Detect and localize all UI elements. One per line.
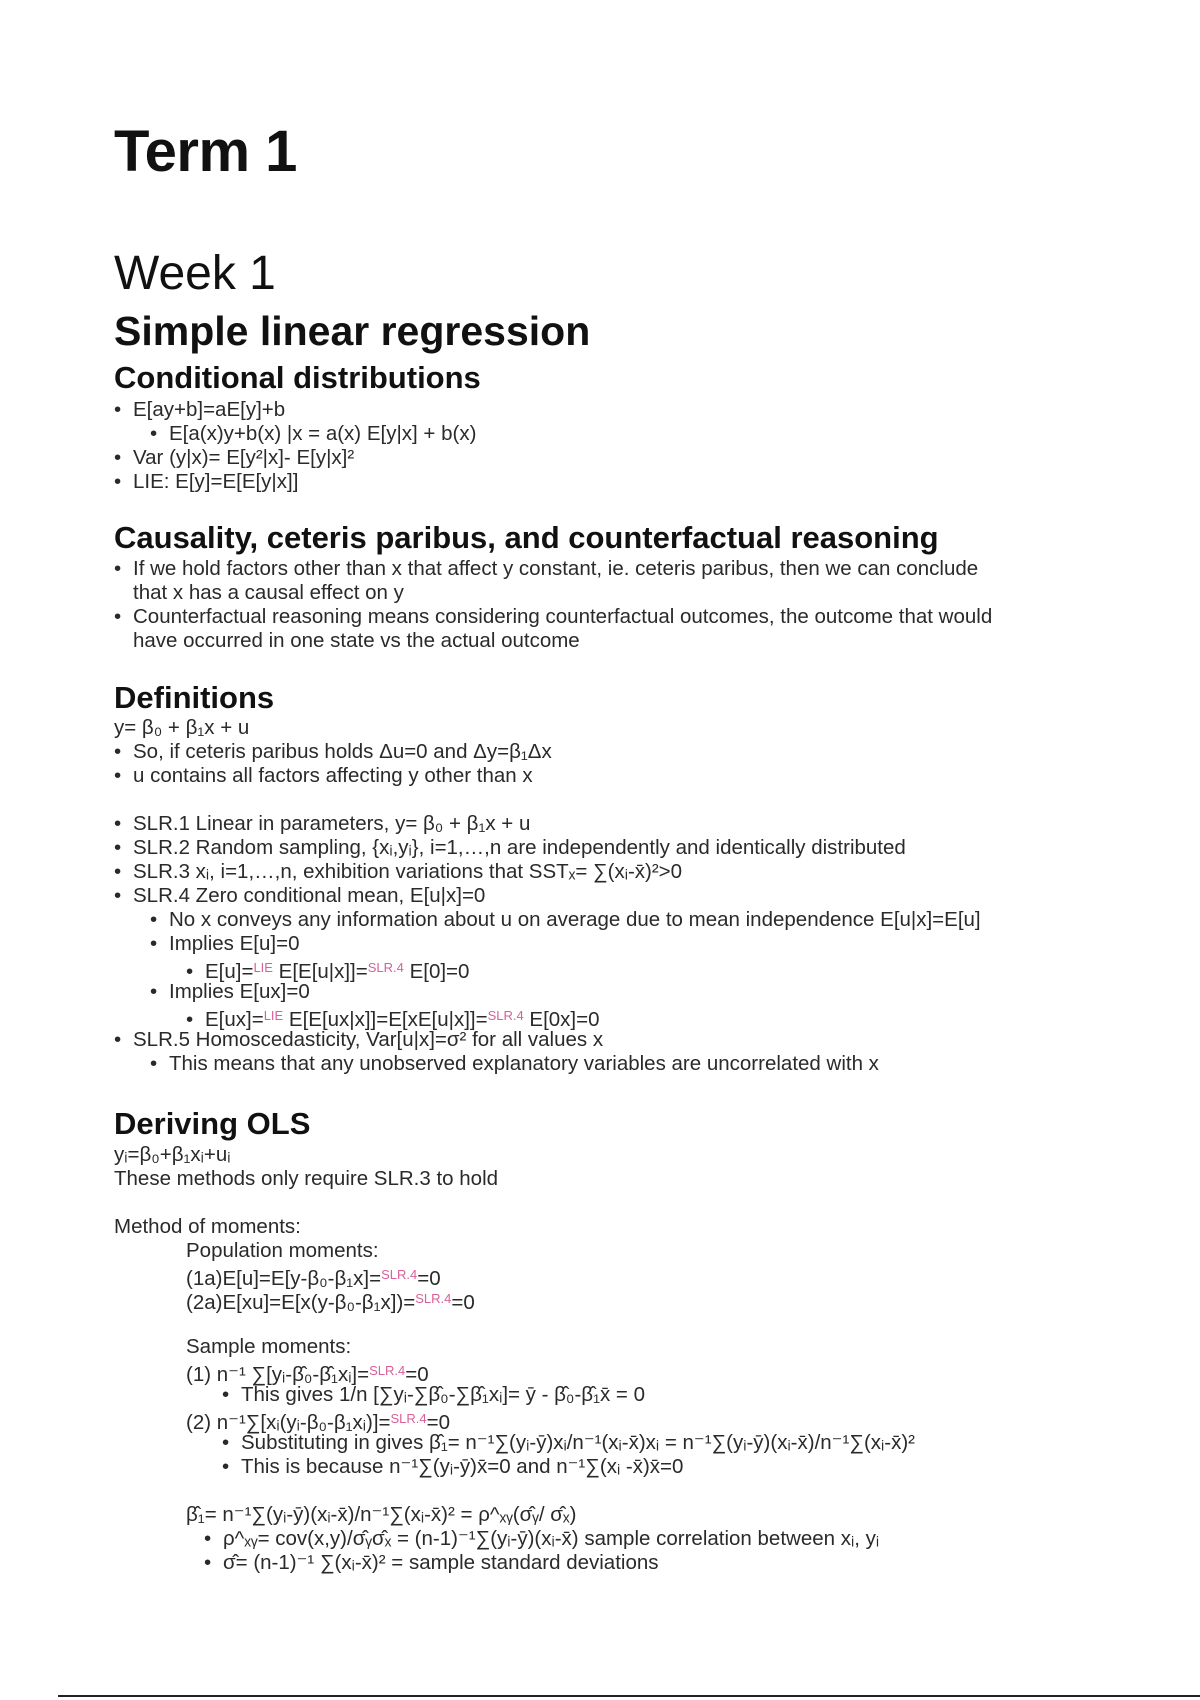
bullet-line: • σ̂= (n-1)⁻¹ ∑(xᵢ-x̄)² = sample standard deviations	[204, 1551, 659, 1574]
slr4-annotation: SLR.4	[487, 1008, 524, 1023]
heading-definitions: Definitions	[114, 680, 275, 715]
ols-note: These methods only require SLR.3 to hold	[114, 1167, 499, 1190]
bullet-line: • LIE: E[y]=E[E[y|x]]	[114, 470, 299, 493]
term-title: Term 1	[114, 119, 297, 184]
beta-estimator: β̂₁= n⁻¹∑(yᵢ-ȳ)(xᵢ-x̄)/n⁻¹∑(xᵢ-x̄)² = ρ^ₓᵧ(σ̂ᵧ/ σ̂ₓ)	[186, 1503, 577, 1526]
page-bottom-rule	[58, 1695, 1200, 1697]
population-moment-2: (2a)E[xu]=E[x(y-β₀-β₁x])=$^{SLR.4}$=0	[186, 1291, 475, 1314]
sample-moment-2: (2) n⁻¹∑[xᵢ(yᵢ-β₀-β₁xᵢ)]=$^{SLR.4}$=0	[186, 1411, 451, 1434]
slr4-annotation: SLR.4	[367, 960, 404, 975]
assumption-slr1: • SLR.1 Linear in parameters, y= β₀ + β₁x + u	[114, 812, 531, 835]
bullet-line: • This gives 1/n [∑yᵢ-∑β̂₀-∑β̂₁xᵢ]= ȳ - β̂₀-β̂₁x̄ = 0	[222, 1383, 645, 1406]
bullet-line: • No x conveys any information about u on average due to mean independence E[u|x]=E[u]	[150, 908, 981, 931]
bullet-line: • Counterfactual reasoning means considering counterfactual outcomes, the outcome that would	[114, 605, 993, 628]
bullet-line: • Substituting in gives β̂₁= n⁻¹∑(yᵢ-ȳ)xᵢ/n⁻¹(xᵢ-x̄)xᵢ = n⁻¹∑(yᵢ-ȳ)(xᵢ-x̄)/n⁻¹∑(xᵢ-x̄)²	[222, 1431, 915, 1454]
population-moment-1: (1a)E[u]=E[y-β₀-β₁x]=$^{SLR.4}$=0	[186, 1267, 441, 1290]
bullet-line: • E[ay+b]=aE[y]+b	[114, 398, 286, 421]
bullet-line: • Implies E[ux]=0	[150, 980, 310, 1003]
bullet-line: • Implies E[u]=0	[150, 932, 300, 955]
sample-moment-1: (1) n⁻¹ ∑[yᵢ-β̂₀-β̂₁xᵢ]=$^{SLR.4}$=0	[186, 1363, 429, 1386]
slr4-annotation: SLR.4	[381, 1267, 418, 1282]
ols-model: yᵢ=β₀+β₁xᵢ+uᵢ	[114, 1143, 231, 1166]
bullet-line: • E[ux]=$^{LIE}$ E[E[ux|x]]=E[xE[u|x]]=$^{SLR.4}$ E[0x]=0	[186, 1008, 600, 1031]
bullet-line: • u contains all factors affecting y other than x	[114, 764, 533, 787]
bullet-line: • Var (y|x)= E[y²|x]- E[y|x]²	[114, 446, 355, 469]
assumption-slr5: • SLR.5 Homoscedasticity, Var[u|x]=σ² for all values x	[114, 1028, 604, 1051]
slr4-annotation: SLR.4	[390, 1411, 427, 1426]
heading-deriving-ols: Deriving OLS	[114, 1106, 311, 1141]
bullet-line: • E[u]=$^{LIE}$ E[E[u|x]]=$^{SLR.4}$ E[0]=0	[186, 960, 470, 983]
model-equation: y= β₀ + β₁x + u	[114, 716, 250, 739]
method-of-moments-label: Method of moments:	[114, 1215, 301, 1238]
slr4-annotation: SLR.4	[369, 1363, 406, 1378]
population-moments-label: Population moments:	[186, 1239, 379, 1262]
lie-annotation: LIE	[253, 960, 273, 975]
heading-conditional-distributions: Conditional distributions	[114, 360, 481, 395]
bullet-continuation: have occurred in one state vs the actual outcome	[133, 629, 580, 652]
bullet-line: • This is because n⁻¹∑(yᵢ-ȳ)x̄=0 and n⁻¹∑(xᵢ -x̄)x̄=0	[222, 1455, 684, 1478]
week-title: Week 1	[114, 247, 276, 300]
bullet-line: • If we hold factors other than x that affect y constant, ie. ceteris paribus, then we can conclude	[114, 557, 979, 580]
sample-moments-label: Sample moments:	[186, 1335, 352, 1358]
bullet-line: • This means that any unobserved explanatory variables are uncorrelated with x	[150, 1052, 879, 1075]
topic-title: Simple linear regression	[114, 308, 591, 354]
assumption-slr3: • SLR.3 xᵢ, i=1,…,n, exhibition variations that SSTₓ= ∑(xᵢ-x̄)²>0	[114, 860, 683, 883]
bullet-line: • ρ^ₓᵧ= cov(x,y)/σ̂ᵧσ̂ₓ = (n-1)⁻¹∑(yᵢ-ȳ)(xᵢ-x̄) sample correlation between xᵢ, yᵢ	[204, 1527, 880, 1550]
lie-annotation: LIE	[263, 1008, 284, 1023]
slr4-annotation: SLR.4	[415, 1291, 452, 1306]
bullet-line: • E[a(x)y+b(x) |x = a(x) E[y|x] + b(x)	[150, 422, 477, 445]
assumption-slr2: • SLR.2 Random sampling, {xᵢ,yᵢ}, i=1,…,n are independently and identically distributed	[114, 836, 906, 859]
heading-causality: Causality, ceteris paribus, and counterfactual reasoning	[114, 520, 939, 555]
assumption-slr4: • SLR.4 Zero conditional mean, E[u|x]=0	[114, 884, 486, 907]
bullet-line: • So, if ceteris paribus holds Δu=0 and Δy=β₁Δx	[114, 740, 552, 763]
bullet-continuation: that x has a causal effect on y	[133, 581, 404, 604]
